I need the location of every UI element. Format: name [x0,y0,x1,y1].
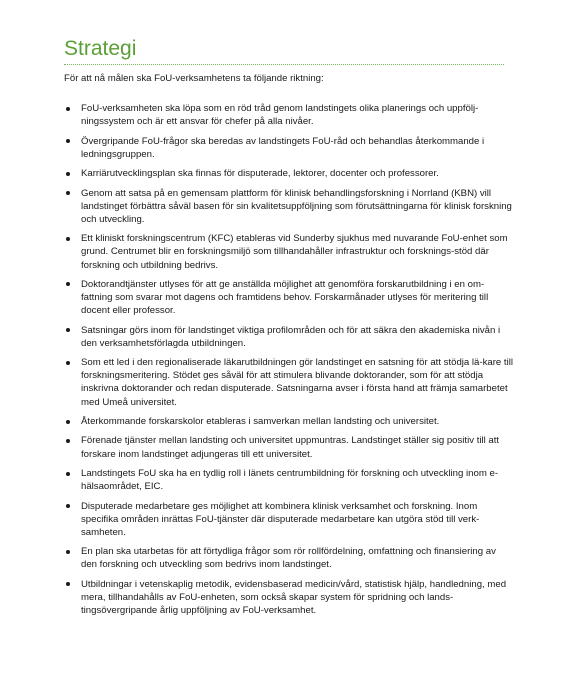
list-item: Karriärutvecklingsplan ska finnas för disputerade, lektorer, docenter och professorer. [66,167,514,180]
list-item: Disputerade medarbetare ges möjlighet att kombinera klinisk verksamhet och forskning. Inom specifika områden inrättas FoU-tjänster där disputerade medarbetare kan utgöra stöd till verk-samheten. [66,500,514,539]
list-item: Förenade tjänster mellan landsting och universitet uppmuntras. Landstinget ställer sig positiv till att forskare inom landstinget adjungeras till ett universitet. [66,434,514,460]
list-item: Återkommande forskarskolor etableras i samverkan mellan landsting och universitet. [66,415,514,428]
list-item: Doktorandtjänster utlyses för att ge anställda möjlighet att genomföra forskarutbildning i en om-fattning som svarar mot dagens och framtidens behov. Forskarmånader utlyses för meritering till docent eller professor. [66,278,514,317]
list-item: Genom att satsa på en gemensam plattform för klinisk behandlingsforskning i Norrland (KBN) vill landstinget förbättra såväl basen för sin kvalitetsuppföljning som förutsättningarna för klinisk forskning och utveckling. [66,187,514,226]
list-item: Som ett led i den regionaliserade läkarutbildningen gör landstinget en satsning för att stödja lä-kare till forskningsmeritering. Stödet ges såväl för att stimulera blivande doktorander, som för att stödja inskrivna doktorander och redan disputerade. Satsningarna avser i första hand att främja samarbetet med Umeå universitet. [66,356,514,408]
page-title: Strategi [64,37,137,60]
strategy-list [66,102,514,624]
list-item: Utbildningar i vetenskaplig metodik, evidensbaserad medicin/vård, statistisk hjälp, handledning, med mera, tillhandahålls av FoU-enheten, som också skapar system för spridning och lands-tingsövergripande årlig uppföljning av FoU-verksamhet. [66,578,514,617]
list-item: Övergripande FoU-frågor ska beredas av landstingets FoU-råd och behandlas återkommande i ledningsgruppen. [66,135,514,161]
list-item: En plan ska utarbetas för att förtydliga frågor som rör rollfördelning, omfattning och finansiering av den forskning och utveckling som bedrivs inom landstinget. [66,545,514,571]
intro-paragraph: För att nå målen ska FoU-verksamhetens ta följande riktning: [64,73,324,84]
dotted-divider [64,64,504,65]
list-item: Satsningar görs inom för landstinget viktiga profilområden och för att säkra den akademiska nivån i den verksamhetsförlagda utbildningen. [66,324,514,350]
list-item: Landstingets FoU ska ha en tydlig roll i länets centrumbildning för forskning och utveckling inom e-hälsaområdet, EIC. [66,467,514,493]
list-item: FoU-verksamheten ska löpa som en röd tråd genom landstingets olika planerings och uppfölj-ningssystem och är ett ansvar för chefer på alla nivåer. [66,102,514,128]
list-item: Ett kliniskt forskningscentrum (KFC) etableras vid Sunderby sjukhus med nuvarande FoU-enhet som grund. Centrumet blir en forskningsmiljö som tillhandahåller infrastruktur och forsknings-stöd där forskning och utbildning bedrivs. [66,232,514,271]
